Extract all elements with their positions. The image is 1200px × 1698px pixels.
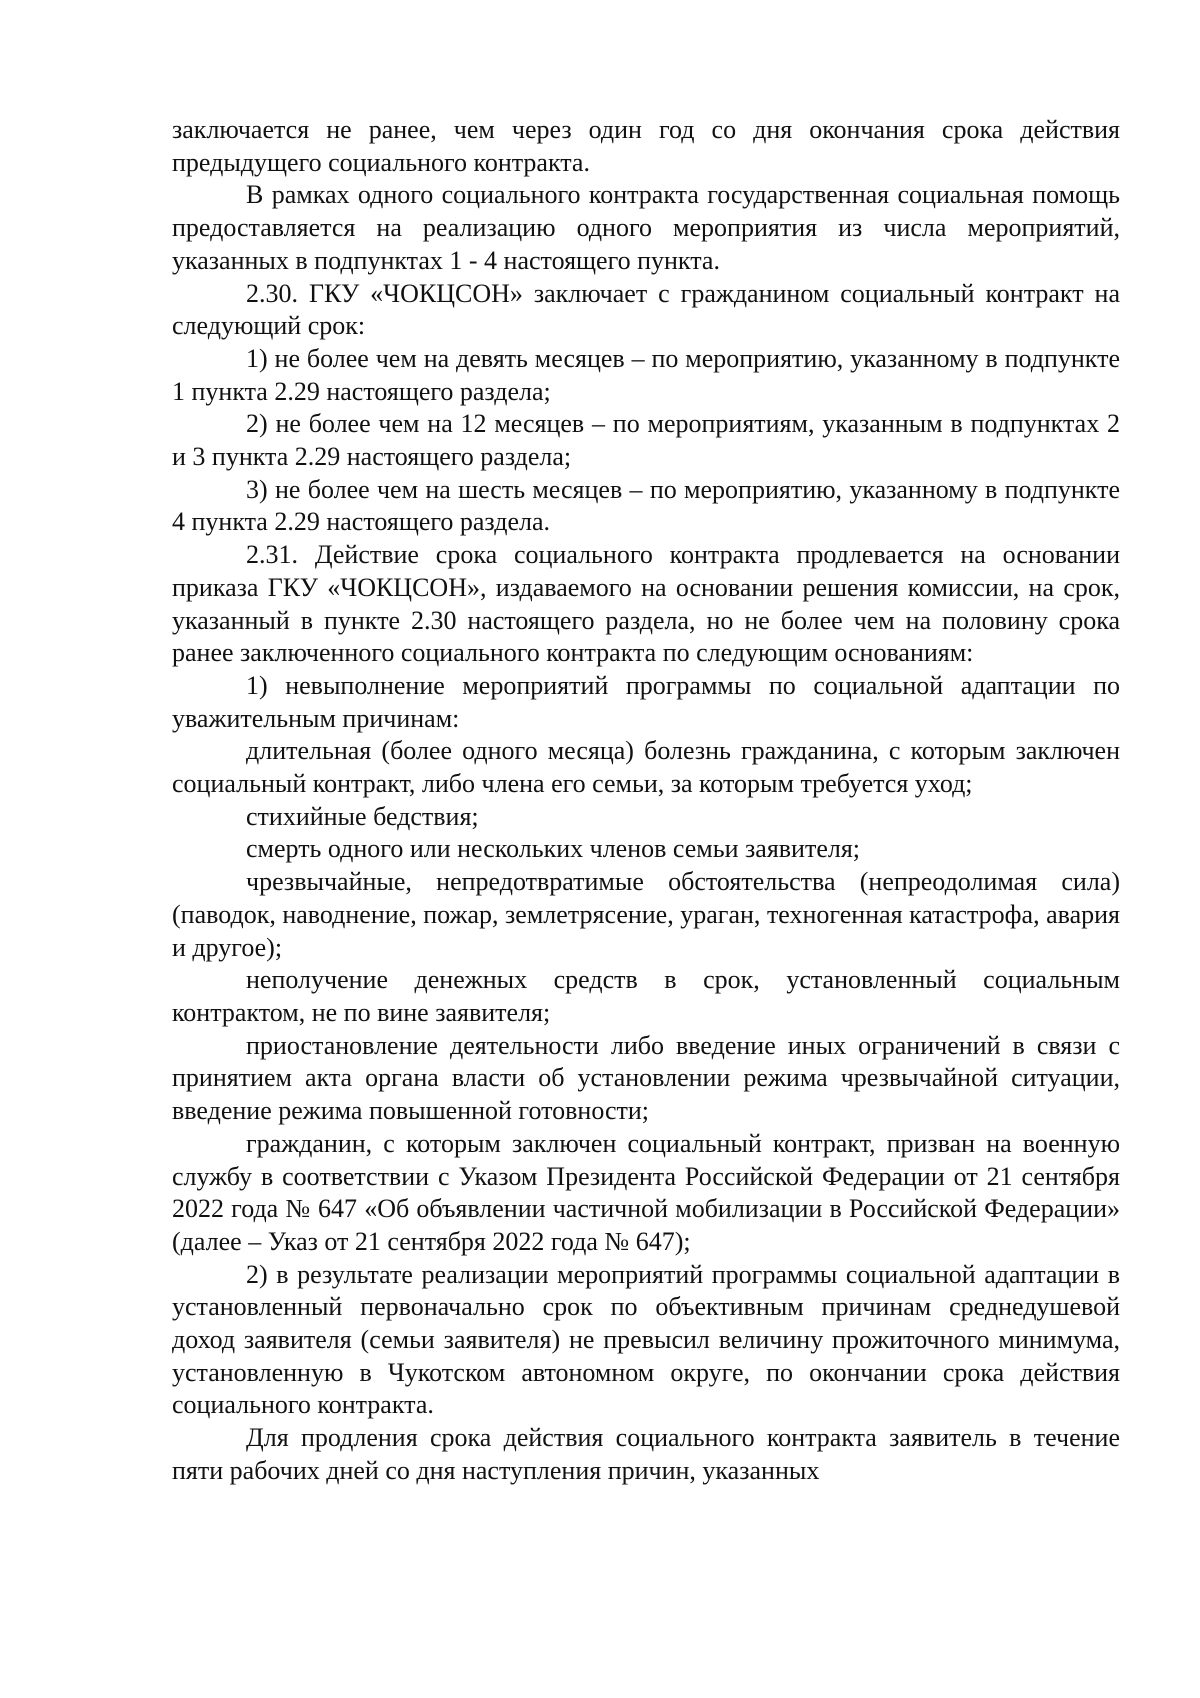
document-body (172, 114, 1120, 1488)
paragraph-4: 1) не более чем на девять месяцев – по мероприятию, указанному в подпункте 1 пункта 2.29 настоящего раздела; (172, 343, 1120, 406)
paragraph-3: 2.30. ГКУ «ЧОКЦСОН» заключает с гражданином социальный контракт на следующий срок: (172, 278, 1120, 341)
paragraph-8: 1) невыполнение мероприятий программы по социальной адаптации по уважительным причинам: (172, 670, 1120, 733)
paragraph-13: неполучение денежных средств в срок, установленный социальным контрактом, не по вине заявителя; (172, 965, 1120, 1027)
paragraph-11: смерть одного или нескольких членов семьи заявителя; (246, 834, 861, 864)
paragraph-12: чрезвычайные, непредотвратимые обстоятельства (непреодолимая сила) (паводок, наводнение, пожар, землетрясение, ураган, техногенная катастрофа, авария и другое); (172, 867, 1120, 962)
paragraph-6: 3) не более чем на шесть месяцев – по мероприятию, указанному в подпункте 4 пункта 2.29 настоящего раздела. (172, 474, 1120, 537)
paragraph-10: стихийные бедствия; (246, 801, 479, 831)
paragraph-17: Для продления срока действия социального контракта заявитель в течение пяти рабочих дней со дня наступления причин, указанных (172, 1423, 1120, 1485)
paragraph-2: В рамках одного социального контракта государственная социальная помощь предоставляется на реализацию одного мероприятия из числа мероприятий, указанных в подпунктах 1 - 4 настоящего пункта. (172, 180, 1120, 275)
paragraph-16: 2) в результате реализации мероприятий программы социальной адаптации в установленный первоначально срок по объективным причинам среднедушевой доход заявителя (семьи заявителя) не превысил величину прожиточного минимума, установленную в Чукотском автономном округе, по окончании срока действия социального контракта. (172, 1259, 1120, 1420)
paragraph-9: длительная (более одного месяца) болезнь гражданина, с которым заключен социальный контракт, либо члена его семьи, за которым требуется уход; (172, 736, 1120, 799)
paragraph-1: заключается не ранее, чем через один год со дня окончания срока действия предыдущего социального контракта. (172, 115, 1120, 177)
paragraph-5: 2) не более чем на 12 месяцев – по мероприятиям, указанным в подпунктах 2 и 3 пункта 2.29 настоящего раздела; (172, 409, 1120, 472)
paragraph-7: 2.31. Действие срока социального контракта продлевается на основании приказа ГКУ «ЧОКЦСОН», издаваемого на основании решения комиссии, на срок, указанный в пункте 2.30 настоящего раздела, но не более чем на половину срока ранее заключенного социального контракта по следующим основаниям: (172, 540, 1120, 668)
paragraph-15: гражданин, с которым заключен социальный контракт, призван на военную службу в соответствии с Указом Президента Российской Федерации от 21 сентября 2022 года № 647 «Об объявлении частичной мобилизации в Российской Федерации» (далее – Указ от 21 сентября 2022 года № 647); (172, 1128, 1120, 1256)
paragraph-14: приостановление деятельности либо введение иных ограничений в связи с принятием акта органа власти об установлении режима чрезвычайной ситуации, введение режима повышенной готовности; (172, 1030, 1120, 1126)
